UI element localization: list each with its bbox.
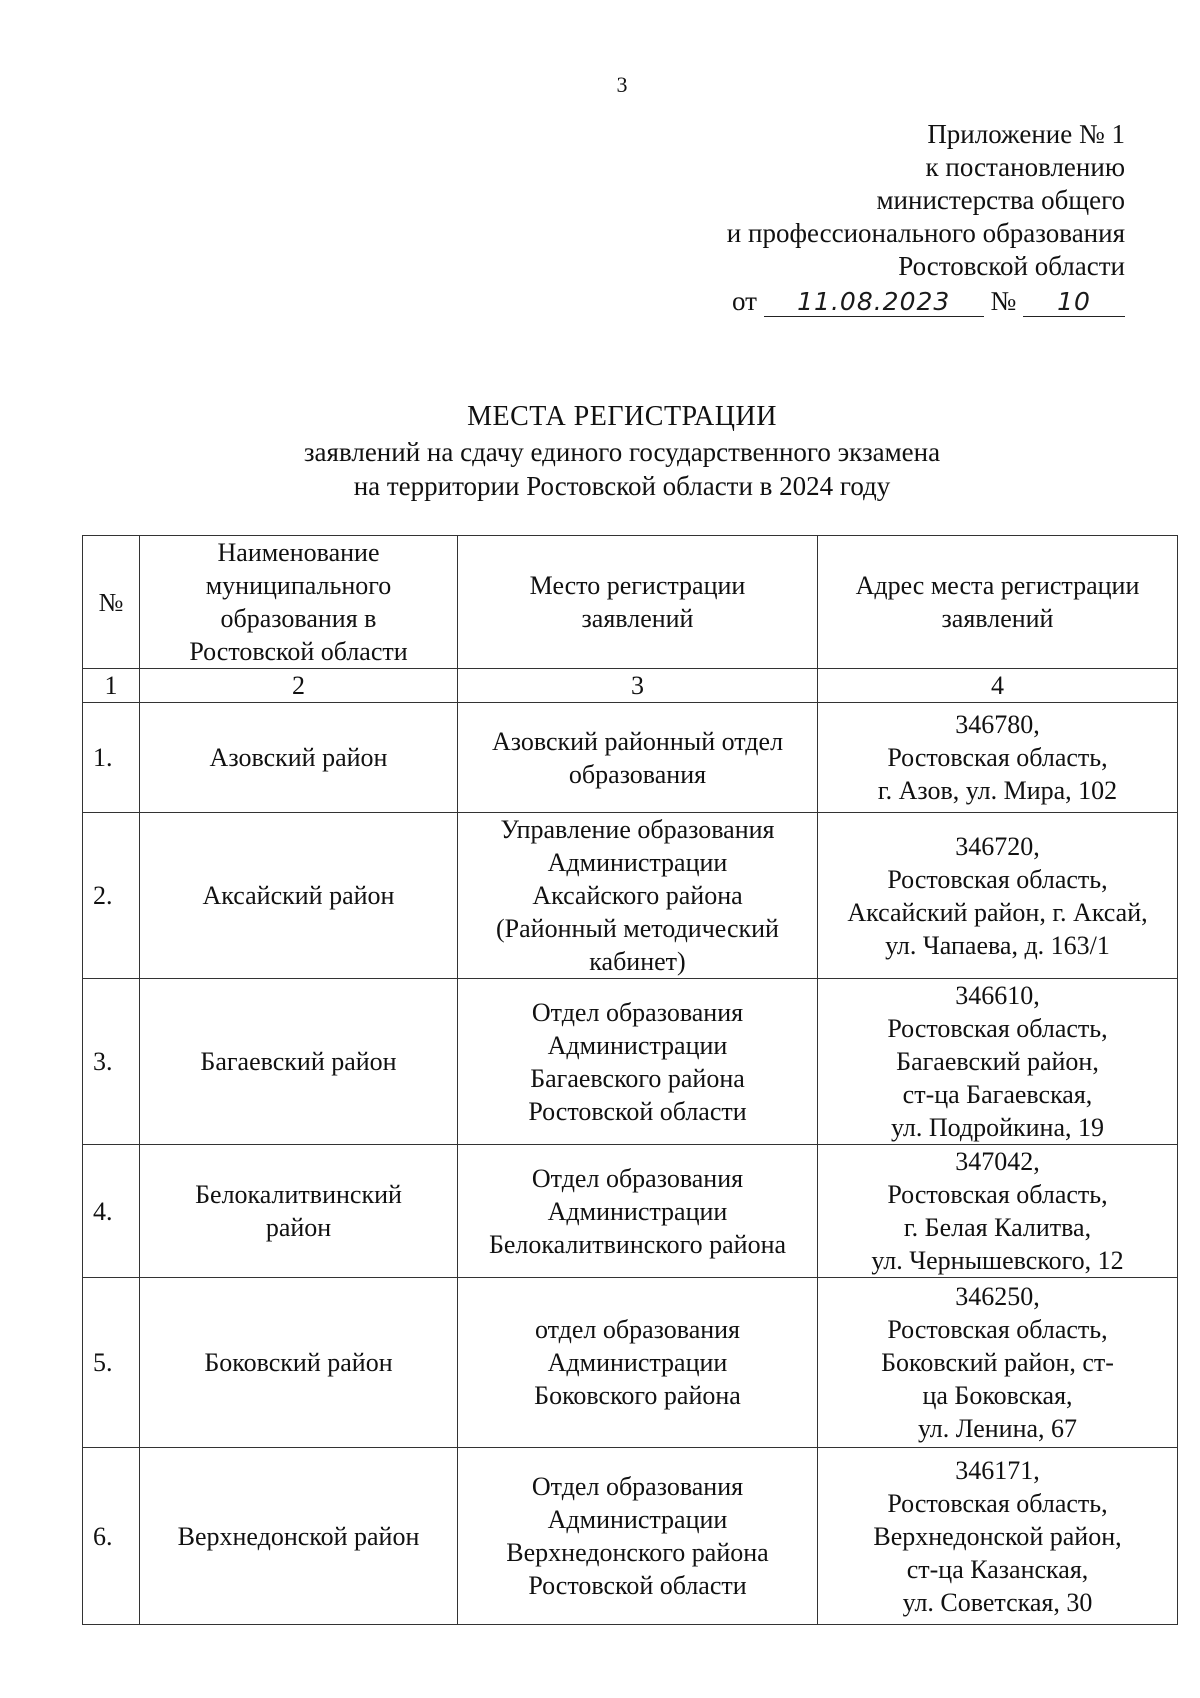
column-number-cell: 1	[83, 669, 140, 703]
address-cell: 346250, Ростовская область, Боковский район, ст- ца Боковская, ул. Ленина, 67	[818, 1278, 1178, 1448]
column-number-cell: 2	[140, 669, 458, 703]
place-cell: Отдел образования Администрации Верхнедонского района Ростовской области	[458, 1448, 818, 1625]
table-row	[83, 979, 1178, 1145]
municipality-cell: Азовский район	[140, 703, 458, 813]
place-cell: Отдел образования Администрации Белокалитвинского района	[458, 1145, 818, 1278]
title-main: МЕСТА РЕГИСТРАЦИИ	[467, 401, 777, 432]
appendix-line: Приложение № 1	[927, 119, 1125, 149]
address-cell: 347042, Ростовская область, г. Белая Калитва, ул. Чернышевского, 12	[818, 1145, 1178, 1278]
page-number: 3	[616, 72, 628, 97]
row-number-cell: 6.	[83, 1448, 140, 1625]
column-number-row	[83, 669, 1178, 703]
row-number-cell: 1.	[83, 703, 140, 813]
place-cell: отдел образования Администрации Боковского района	[458, 1278, 818, 1448]
address-cell: 346171, Ростовская область, Верхнедонской район, ст-ца Казанская, ул. Советская, 30	[818, 1448, 1178, 1625]
handwritten-number: 10	[1023, 288, 1125, 317]
header-cell-address: Адрес места регистрации заявлений	[818, 536, 1178, 669]
municipality-cell: Белокалитвинский район	[140, 1145, 458, 1278]
row-number-cell: 5.	[83, 1278, 140, 1448]
place-cell: Отдел образования Администрации Багаевского района Ростовской области	[458, 979, 818, 1145]
header-cell-place: Место регистрации заявлений	[458, 536, 818, 669]
number-label: №	[990, 286, 1017, 316]
appendix-line: и профессионального образования	[726, 218, 1125, 248]
address-cell: 346780, Ростовская область, г. Азов, ул. Мира, 102	[818, 703, 1178, 813]
column-number-cell: 3	[458, 669, 818, 703]
decree-date-line	[565, 285, 1125, 318]
title-subtitle: на территории Ростовской области в 2024 году	[353, 471, 891, 501]
date-prefix: от	[732, 286, 757, 316]
municipality-cell: Верхнедонской район	[140, 1448, 458, 1625]
row-number-cell: 4.	[83, 1145, 140, 1278]
place-cell: Управление образования Администрации Аксайского района (Районный методический кабинет)	[458, 813, 818, 979]
handwritten-date: 11.08.2023	[764, 288, 984, 317]
address-cell: 346610, Ростовская область, Багаевский район, ст-ца Багаевская, ул. Подройкина, 19	[818, 979, 1178, 1145]
table-row	[83, 1278, 1178, 1448]
municipality-cell: Аксайский район	[140, 813, 458, 979]
municipality-cell: Багаевский район	[140, 979, 458, 1145]
row-number-cell: 2.	[83, 813, 140, 979]
appendix-line: к постановлению	[925, 152, 1125, 182]
place-cell: Азовский районный отдел образования	[458, 703, 818, 813]
table-row	[83, 813, 1178, 979]
address-cell: 346720, Ростовская область, Аксайский район, г. Аксай, ул. Чапаева, д. 163/1	[818, 813, 1178, 979]
header-cell-number: №	[83, 536, 140, 669]
appendix-line: министерства общего	[876, 185, 1125, 215]
document-title	[0, 400, 1200, 503]
appendix-line: Ростовской области	[898, 251, 1125, 281]
table-header-row	[83, 536, 1178, 669]
registration-places-table	[82, 535, 1178, 1625]
column-number-cell: 4	[818, 669, 1178, 703]
title-subtitle: заявлений на сдачу единого государственного экзамена	[303, 437, 941, 467]
table-row	[83, 1145, 1178, 1278]
header-cell-municipality: Наименование муниципального образования в Ростовской области	[140, 536, 458, 669]
table-row	[83, 703, 1178, 813]
row-number-cell: 3.	[83, 979, 140, 1145]
table-row	[83, 1448, 1178, 1625]
appendix-block	[565, 118, 1125, 318]
municipality-cell: Боковский район	[140, 1278, 458, 1448]
